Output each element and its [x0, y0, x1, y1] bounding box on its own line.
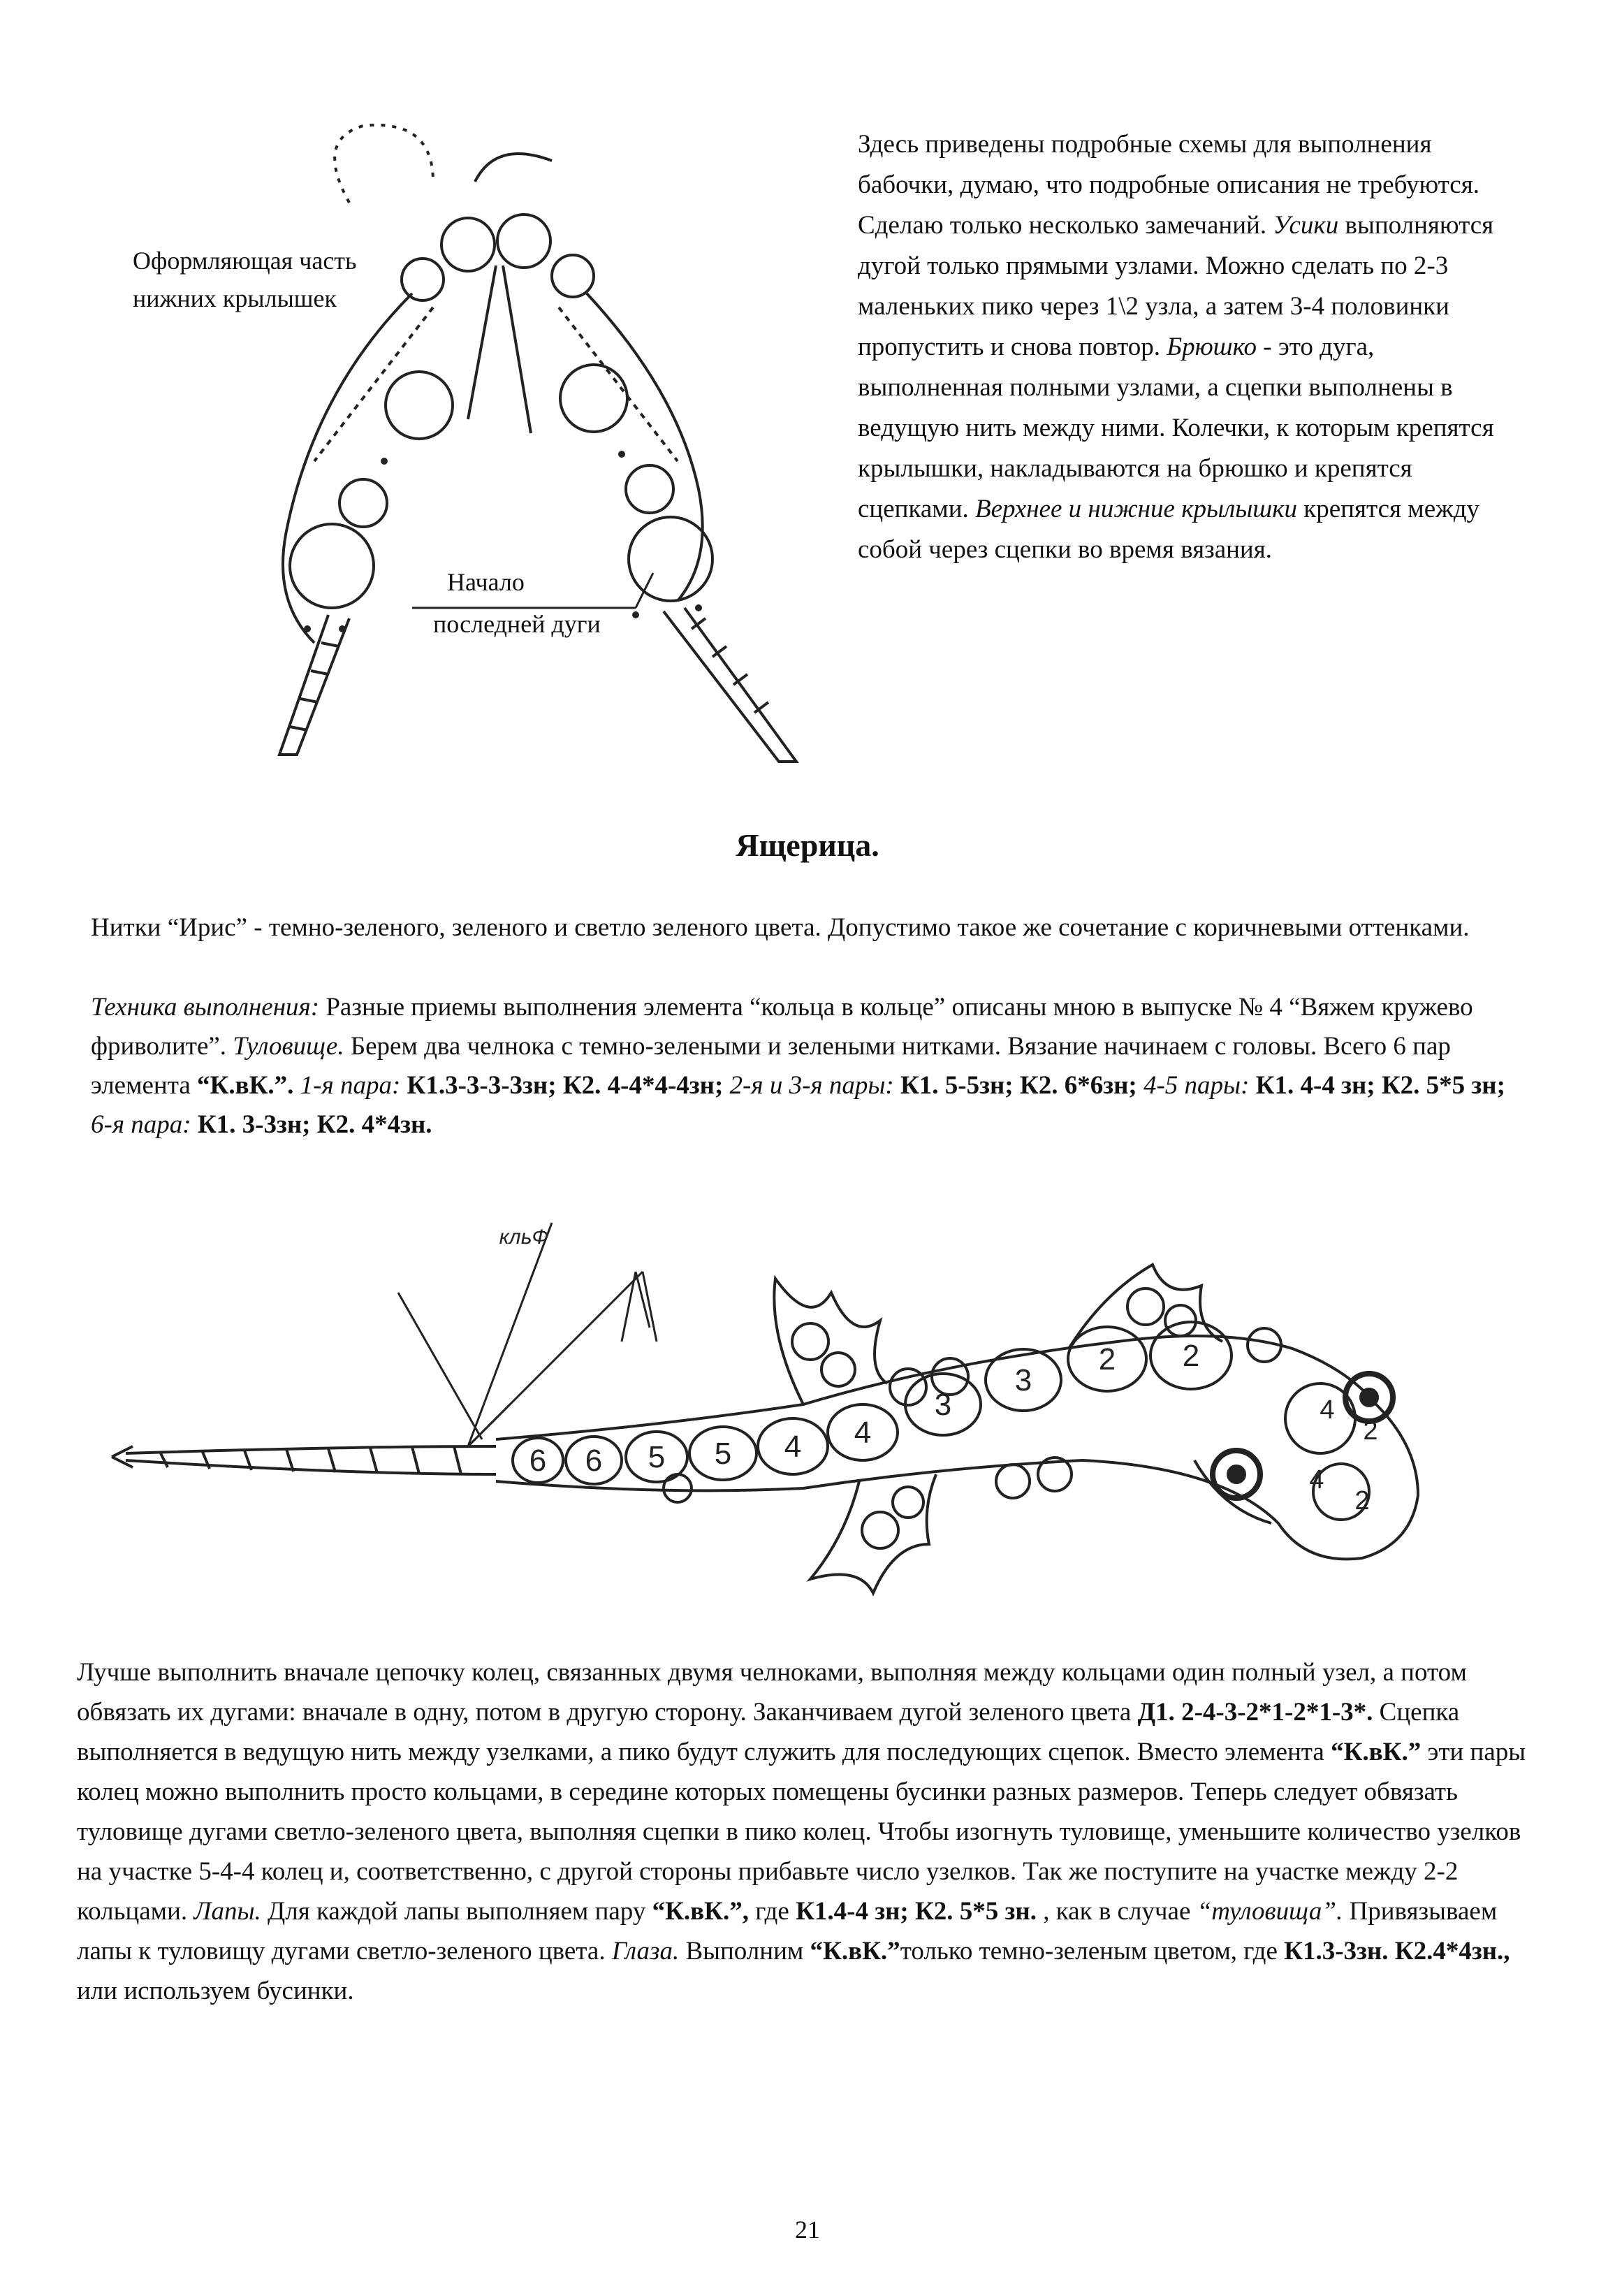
pair1-formula: К1.3-3-3-3зн; К2. 4-4*4-4зн; — [400, 1071, 724, 1100]
page-number: 21 — [795, 2216, 820, 2244]
bottom-text-7: Привязываем лапы к туловищу дугами светло-зеленого цвета. — [77, 1897, 1498, 1966]
intro-text-4: крепятся между собой через сцепки во время вязания. — [858, 495, 1480, 564]
body-ring-label: 3 — [1014, 1363, 1032, 1397]
kvk-term-3: “К.вК.” — [810, 1937, 900, 1966]
technique-text-1: Разные приемы выполнения элемента “кольца в кольце” описаны мною в выпуске № 4 “Вяжем кружево фриволите”. — [91, 993, 1473, 1061]
kvk-term-2: “К.вК.”, — [652, 1897, 749, 1926]
antennae-term: Усики — [1273, 211, 1339, 240]
pair23-term: 2-я и 3-я пары: — [723, 1071, 894, 1100]
head-ring-label: 2 — [1363, 1416, 1378, 1446]
sketch-label: кльФ — [499, 1226, 549, 1249]
head-ring-label: 4 — [1320, 1395, 1335, 1425]
pair23-formula: К1. 5-5зн; К2. 6*6зн; — [893, 1071, 1137, 1100]
body-ring-label: 4 — [854, 1416, 872, 1450]
threads-paragraph — [91, 908, 1516, 947]
legs-formula: К1.4-4 зн; К2. 5*5 зн. — [796, 1897, 1037, 1926]
kvk-term: “К.вК.”. — [197, 1071, 294, 1100]
bottom-text-3: эти пары колец можно выполнить просто кольцами, в середине которых помещены бусинки разных размеров. Теперь следует обвязать туловище дугами светло-зеленого цвета, выполняя сцепки в пико колец. Чтобы изогнуть туловище, уменьшите количество узелков на участке 5-4-4 колец и, соответственно, с другой стороны прибавьте число узелков. Так же поступите на участке между 2-2 кольцами. — [77, 1738, 1526, 1926]
technique-term: Техника выполнения: — [91, 993, 320, 1022]
pair6-term: 6-я пара: — [91, 1110, 191, 1139]
bottom-text-1: Лучше выполнить вначале цепочку колец, связанных двумя челноками, выполняя между кольцами один полный узел, а потом обвязать их дугами: вначале в одну, потом в другую сторону. Заканчиваем дугой зеленого цвета — [77, 1658, 1467, 1727]
lizard-diagram — [105, 1216, 1544, 1649]
pair1-term: 1-я пара: — [293, 1071, 401, 1100]
technique-text-2: Берем два челнока с темно-зелеными и зелеными нитками. Вязание начинаем с головы. Всего 6 пар элемента — [91, 1032, 1451, 1100]
pair6-formula: К1. 3-3зн; К2. 4*4зн. — [191, 1110, 432, 1139]
legs-term: Лапы. — [193, 1897, 261, 1926]
body-ring-label: 6 — [529, 1444, 547, 1478]
body-ring-label: 3 — [934, 1388, 952, 1422]
body-ring-label: 2 — [1182, 1339, 1200, 1373]
eyes-formula: К1.3-3зн. К2.4*4зн., — [1284, 1937, 1510, 1966]
body-ring-label: 6 — [585, 1444, 603, 1478]
wing-label-line1: Оформляющая часть — [133, 247, 357, 275]
technique-paragraph — [91, 988, 1516, 1145]
bottom-text-10: или используем бусинки. — [77, 1977, 354, 2005]
intro-text-1: Здесь приведены подробные схемы для выполнения бабочки, думаю, что подробные описания не требуются. Сделаю только несколько замечаний. — [858, 130, 1479, 240]
body-ring-label: 5 — [714, 1437, 732, 1471]
threads-text: Нитки “Ирис” - темно-зеленого, зеленого и светло зеленого цвета. Допустимо такое же сочетание с коричневыми оттенками. — [91, 913, 1470, 942]
kvk-term: “К.вК.” — [1331, 1738, 1422, 1766]
bottom-text-2: Сцепка выполняется в ведущую нить между узелками, а пико будут служить для последующих сцепок. Вместо элемента — [77, 1698, 1460, 1766]
eyes-term: Глаза. — [611, 1937, 680, 1966]
bottom-text-5: где — [748, 1897, 796, 1926]
bottom-paragraph — [77, 1652, 1530, 2011]
bottom-text-6: , как в случае — [1037, 1897, 1197, 1926]
wings-term: Верхнее и нижние крылышки — [975, 495, 1298, 523]
arc-label-line1: Начало — [447, 568, 525, 596]
head-ring-label: 2 — [1354, 1486, 1370, 1516]
intro-paragraph — [858, 124, 1500, 570]
intro-text-3: - это дуга, выполненная полными узлами, а сцепки выполнены в ведущую нить между ними. Колечки, к которым крепятся крылышки, накладываются на брюшко и крепятся сцепками. — [858, 333, 1494, 523]
body-ring-label: 4 — [784, 1430, 802, 1464]
section-title: Ящерица. — [736, 827, 879, 863]
bottom-text-4: Для каждой лапы выполняем пару — [261, 1897, 652, 1926]
belly-term: Брюшко — [1167, 333, 1257, 361]
body-ref: “туловища”. — [1197, 1897, 1343, 1926]
pair45-formula: К1. 4-4 зн; К2. 5*5 зн; — [1249, 1071, 1505, 1100]
arc-label-line2: последней дуги — [433, 610, 601, 638]
body-term: Туловище. — [233, 1032, 344, 1061]
bottom-text-8: Выполним — [679, 1937, 810, 1966]
body-ring-label: 5 — [648, 1440, 666, 1474]
bottom-text-9: только темно-зеленым цветом, где — [900, 1937, 1285, 1966]
wing-label-line2: нижних крылышек — [133, 284, 337, 312]
pair45-term: 4-5 пары: — [1137, 1071, 1250, 1100]
intro-text-2: выполняются дугой только прямыми узлами. Можно сделать по 2-3 маленьких пико через 1\2 узла, а затем 3-4 половинки пропустить и снова повтор. — [858, 211, 1494, 361]
body-ring-label: 2 — [1098, 1342, 1116, 1376]
head-ring-label: 4 — [1309, 1465, 1324, 1495]
arc-formula: Д1. 2-4-3-2*1-2*1-3*. — [1137, 1698, 1373, 1727]
butterfly-diagram — [105, 98, 817, 783]
